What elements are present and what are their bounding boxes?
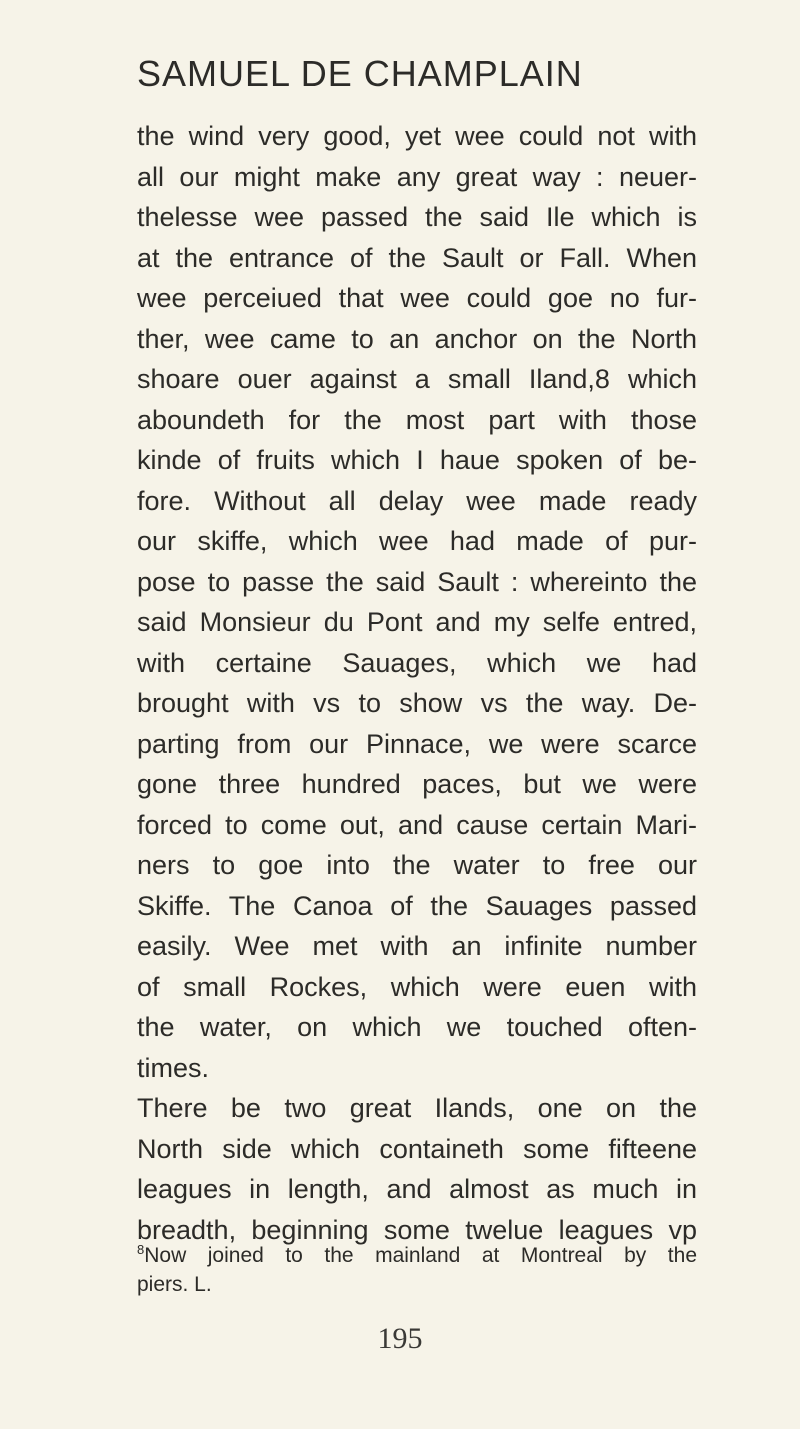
footnote-marker: 8 [137,1242,145,1257]
text-line: ners to goe into the water to free our [137,850,697,880]
footnote-line [137,1241,697,1270]
text-line: with certaine Sauages, which we had [137,647,697,678]
text-line: aboundeth for the most part with those [137,404,697,435]
text-line: kinde of fruits which I haue spoken of be- [137,445,697,475]
text-line: thelesse wee passed the said Ile which is [137,202,697,232]
text-line: ther, wee came to an anchor on the North [137,323,697,354]
text-line: shoare ouer against a small Iland,8 which [137,364,697,394]
text-line: breadth, beginning some twelue leagues vp [137,1214,697,1245]
text-line: There be two great Ilands, one on the [137,1093,697,1123]
text-line: at the entrance of the Sault or Fall. When [137,242,697,273]
text-line: brought with vs to show vs the way. De- [137,688,697,718]
text-line: forced to come out, and cause certain Mari- [137,809,697,840]
text-line: easily. Wee met with an infinite number [137,931,697,961]
text-line: gone three hundred paces, but we were [137,769,697,799]
running-head: SAMUEL DE CHAMPLAIN [137,53,583,94]
text-line: of small Rockes, which were euen with [137,971,697,1002]
text-line: wee perceiued that wee could goe no fur- [137,283,697,313]
footnote [137,1241,697,1299]
text-line: the water, on which we touched often- [137,1012,697,1042]
text-line: all our might make any great way : neuer- [137,161,697,192]
footnote-text: Now joined to the mainland at Montreal by the [144,1244,697,1267]
body-text [137,116,697,1250]
text-line: leagues in length, and almost as much in [137,1174,697,1204]
text-line: parting from our Pinnace, we were scarce [137,728,697,759]
text-line: Skiffe. The Canoa of the Sauages passed [137,890,697,921]
text-line: North side which containeth some fifteene [137,1133,697,1164]
text-line: our skiffe, which wee had made of pur- [137,526,697,556]
text-line: pose to passe the said Sault : whereinto the [137,566,697,597]
text-line: the wind very good, yet wee could not with [137,121,697,151]
text-line: fore. Without all delay wee made ready [137,485,697,516]
paragraph-end-line: times. [137,1052,210,1083]
footnote-line: piers. L. [137,1273,212,1296]
text-line: said Monsieur du Pont and my selfe entred, [137,607,697,637]
page-number: 195 [377,1322,423,1355]
